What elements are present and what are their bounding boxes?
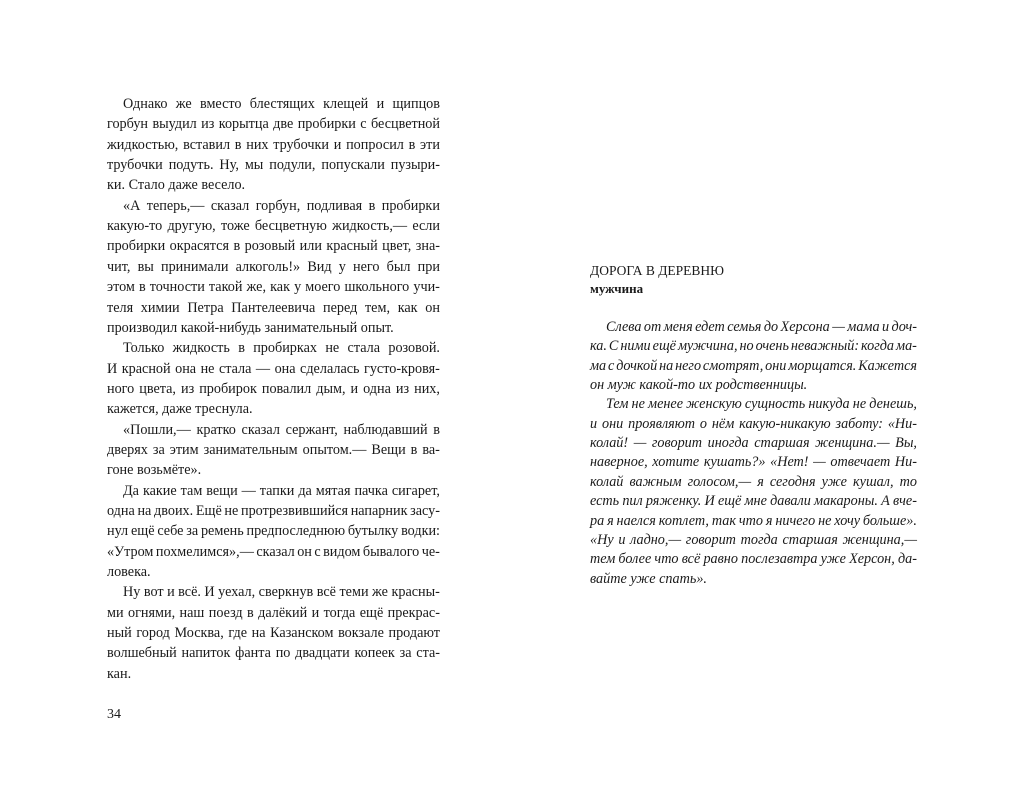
text-line: ми огнями, наш поезд в далёкий и тогда ещё прекрас-: [107, 604, 440, 621]
text-line: ловека.: [107, 564, 151, 581]
text-line: одна на двоих. Ещё не протрезвившийся напарник засу-: [107, 503, 440, 519]
text-line: Ну вот и всё. И уехал, сверкнув всё теми же красны-: [123, 584, 440, 601]
text-line: этом в точности такой же, как у моего школьного учи-: [107, 279, 440, 296]
text-line: Тем не менее женскую сущность никуда не денешь,: [606, 396, 917, 413]
text-line: трубочки подуть. Ну, мы подули, попускали пузыри-: [107, 157, 440, 174]
text-line: есть пил ряженку. И ещё мне давали макароны. А вче-: [590, 493, 917, 510]
text-line: и они проявляют о нём какую-никакую заботу: «Ни-: [590, 415, 917, 432]
text-line: «Пошли,— кратко сказал сержант, наблюдавший в: [123, 421, 440, 438]
text-line: нул ещё себе за ремень предпоследнюю бутылку водки:: [107, 523, 440, 540]
chapter-subtitle: мужчина: [590, 281, 644, 296]
text-line: вайте уже спать».: [590, 570, 707, 587]
text-line: ра я наелся котлет, так что я ничего не хочу больше».: [590, 512, 917, 529]
text-line: гоне возьмёте».: [107, 462, 202, 479]
text-line: кажется, даже треснула.: [107, 401, 253, 418]
text-line: «Утром похмелимся»,— сказал он с видом бывалого че-: [107, 543, 440, 560]
text-line: он муж какой-то их родственницы.: [590, 377, 808, 394]
text-line: ного цвета, из пробирок повалил дым, и одна из них,: [107, 380, 440, 397]
chapter-title: ДОРОГА В ДЕРЕВНЮ: [590, 263, 725, 278]
text-line: тем более что всё равно послезавтра уже Херсон, да-: [590, 551, 917, 568]
text-line: дверях за этим занимательным опытом.— Вещи в ва-: [107, 441, 440, 458]
text-line: колай! — говорит иногда старшая женщина.— Вы,: [590, 435, 917, 452]
right-page: [507, 0, 1014, 800]
text-line: волшебный напиток фанта по двадцати копеек за ста-: [107, 645, 440, 662]
text-line: чит, вы принимали алкоголь!» Вид у него был при: [107, 258, 440, 275]
text-line: наверное, хотите кушать?» «Нет! — отвечает Ни-: [590, 454, 917, 471]
text-line: Слева от меня едет семья до Херсона — мама и доч-: [606, 319, 917, 335]
page-number: 34: [107, 707, 121, 722]
text-line: ки. Стало даже весело.: [107, 177, 246, 194]
text-line: «А теперь,— сказал горбун, подливая в пробирки: [123, 197, 440, 214]
text-line: ный город Москва, где на Казанском вокзале продают: [107, 625, 440, 642]
text-line: какую-то другую, тоже бесцветную жидкость,— если: [107, 218, 440, 235]
text-line: кан.: [107, 665, 132, 682]
text-line: ка. С ними ещё мужчина, но очень неважный: когда ма-: [590, 338, 917, 355]
text-line: производил какой-нибудь занимательный опыт.: [107, 319, 394, 336]
text-line: теля химии Петра Пантелеевича перед тем, как он: [107, 299, 440, 316]
text-line: пробирки окрасятся в розовый или красный цвет, зна-: [107, 238, 440, 255]
text-line: колай важным голосом,— я сегодня уже кушал, то: [590, 473, 917, 490]
text-line: ма с дочкой на него смотрят, они морщатся. Кажется: [590, 357, 917, 374]
text-line: жидкостью, вставил в них трубочки и попросил в эти: [107, 136, 440, 153]
text-line: «Ну и ладно,— говорит тогда старшая женщина,—: [590, 531, 917, 548]
text-line: горбун выудил из корытца две пробирки с бесцветной: [107, 116, 440, 133]
text-line: И красной она не стала — она сделалась густо-кровя-: [107, 360, 440, 377]
text-line: Да какие там вещи — тапки да мятая пачка сигарет,: [123, 482, 440, 499]
text-line: Только жидкость в пробирках не стала розовой.: [123, 340, 440, 357]
text-line: Однако же вместо блестящих клещей и щипцов: [123, 96, 440, 112]
